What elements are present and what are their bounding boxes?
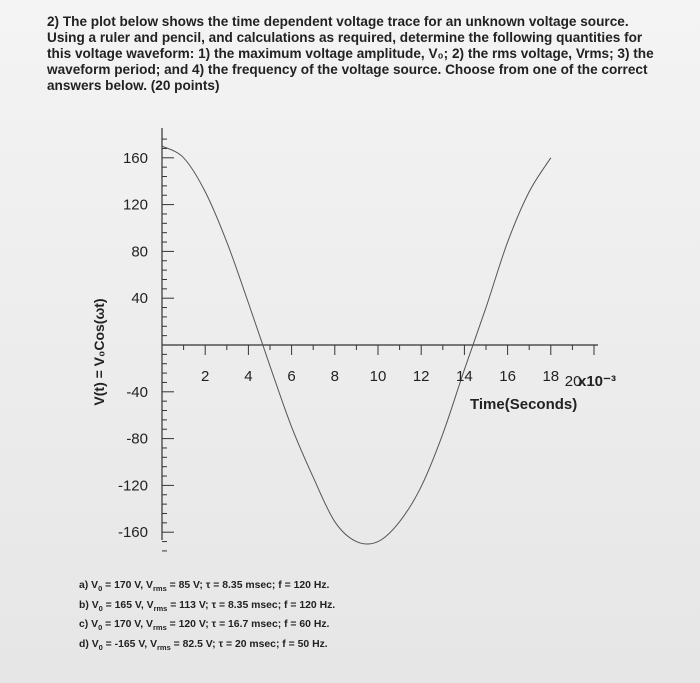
answer-eq: = — [102, 599, 115, 611]
answer-tau-label: τ = — [208, 599, 229, 611]
y-tick-label: 40 — [131, 290, 148, 308]
y-tick-label: 80 — [131, 243, 148, 261]
answer-letter: d) V — [79, 638, 99, 650]
question-line: Using a ruler and pencil, and calculations as required, determine the following quantities for — [47, 30, 643, 45]
x-tick-label: 20 — [564, 373, 582, 390]
answer-eq: = — [102, 580, 115, 591]
answer-f: 60 Hz. — [299, 619, 330, 631]
answer-tau: 8.35 msec; — [222, 580, 276, 591]
answer-f-label: f = — [279, 638, 298, 650]
y-tick-label: -80 — [126, 430, 148, 448]
answer-v0: 170 V, — [114, 580, 144, 591]
y-tick-label: -40 — [126, 383, 148, 401]
answer-vrms: 82.5 V; — [182, 638, 216, 650]
x-axis-scale-label: x10⁻³ — [578, 373, 616, 390]
plot-axes — [162, 128, 598, 540]
answer-vrms-label: V — [143, 599, 154, 611]
answer-option: d) $V_0 = -165$ V, $V_{rms} = 82.5$ V; τ = 20 msec; f = 50 Hz. — [79, 638, 328, 652]
answer-tau: 16.7 msec; — [228, 619, 282, 631]
answer-v0: 165 V, — [114, 599, 144, 611]
answer-vrms-label: V — [143, 619, 153, 631]
answer-letter: c) V — [79, 619, 99, 631]
x-tick-label: 12 — [412, 368, 430, 385]
y-tick-label: -160 — [117, 524, 148, 542]
answer-eq: = — [102, 619, 115, 631]
x-tick-label: 6 — [287, 368, 296, 385]
answer-choices — [79, 578, 459, 656]
answer-vrms-label: V — [143, 580, 153, 591]
answer-f-label: f = — [281, 599, 300, 611]
x-tick-label: 14 — [456, 368, 473, 385]
x-tick-label: 2 — [201, 368, 210, 385]
question-line: waveform period; and 4) the frequency of the voltage source. Choose from one of the correct — [47, 62, 648, 77]
y-axis-label: V(t) = V₀Cos(ωt) — [91, 298, 107, 406]
answer-tau-label: τ = — [215, 638, 235, 650]
answer-eq: = — [166, 619, 179, 631]
answer-f: 120 Hz. — [293, 580, 330, 591]
answer-eq: = — [167, 599, 180, 611]
x-tick-label: 10 — [369, 368, 387, 385]
answer-eq: = — [170, 638, 183, 650]
y-tick-label: -120 — [117, 477, 148, 495]
x-axis-label: Time(Seconds) — [470, 396, 578, 413]
answer-vrms: 85 V; — [178, 580, 203, 591]
answer-f-label: f = — [275, 580, 294, 591]
answer-tau-label: τ = — [208, 619, 229, 631]
answer-f-label: f = — [281, 619, 300, 631]
answer-eq: = — [166, 580, 179, 591]
answer-tau: 8.35 msec; — [228, 599, 282, 611]
answer-option: c) $V_0 = 170$ V, $V_{rms} = 120$ V; τ = 16.7 msec; f = 60 Hz. — [79, 619, 330, 633]
question-line: 2) The plot below shows the time dependent voltage trace for an unknown voltage source. — [47, 14, 629, 29]
answer-vrms: 120 V; — [178, 619, 209, 631]
answer-tau: 20 msec; — [234, 638, 280, 650]
answer-f: 50 Hz. — [297, 638, 328, 650]
question-line: answers below. (20 points) — [47, 78, 220, 93]
answer-vrms-label: V — [147, 638, 158, 650]
y-tick-label: 120 — [122, 196, 148, 214]
x-tick-label: 8 — [330, 368, 339, 385]
x-tick-label: 18 — [542, 368, 560, 385]
answer-letter: a) V — [79, 580, 99, 591]
answer-letter: b) V — [79, 599, 99, 611]
y-tick-label: 160 — [122, 149, 148, 167]
answer-eq: = — [102, 638, 115, 650]
x-tick-label: 16 — [499, 368, 516, 385]
answer-tau-label: τ = — [202, 580, 223, 591]
answer-option: a) $V_0 = 170$ V, $V_{rms} = 85$ V; τ = 8.35 msec; f = 120 Hz. — [79, 580, 330, 594]
answer-option: b) $V_0 = 165$ V, $V_{rms} = 113$ V; τ = 8.35 msec; f = 120 Hz. — [79, 599, 336, 613]
answer-v0: 170 V, — [114, 619, 144, 631]
answer-v0: -165 V, — [114, 638, 148, 650]
question-line: this voltage waveform: 1) the maximum voltage amplitude, V₀; 2) the rms voltage, Vrms; 3) the — [47, 46, 654, 61]
answer-vrms: 113 V; — [179, 599, 209, 611]
answer-f: 120 Hz. — [299, 599, 336, 611]
x-tick-label: 4 — [244, 368, 253, 385]
